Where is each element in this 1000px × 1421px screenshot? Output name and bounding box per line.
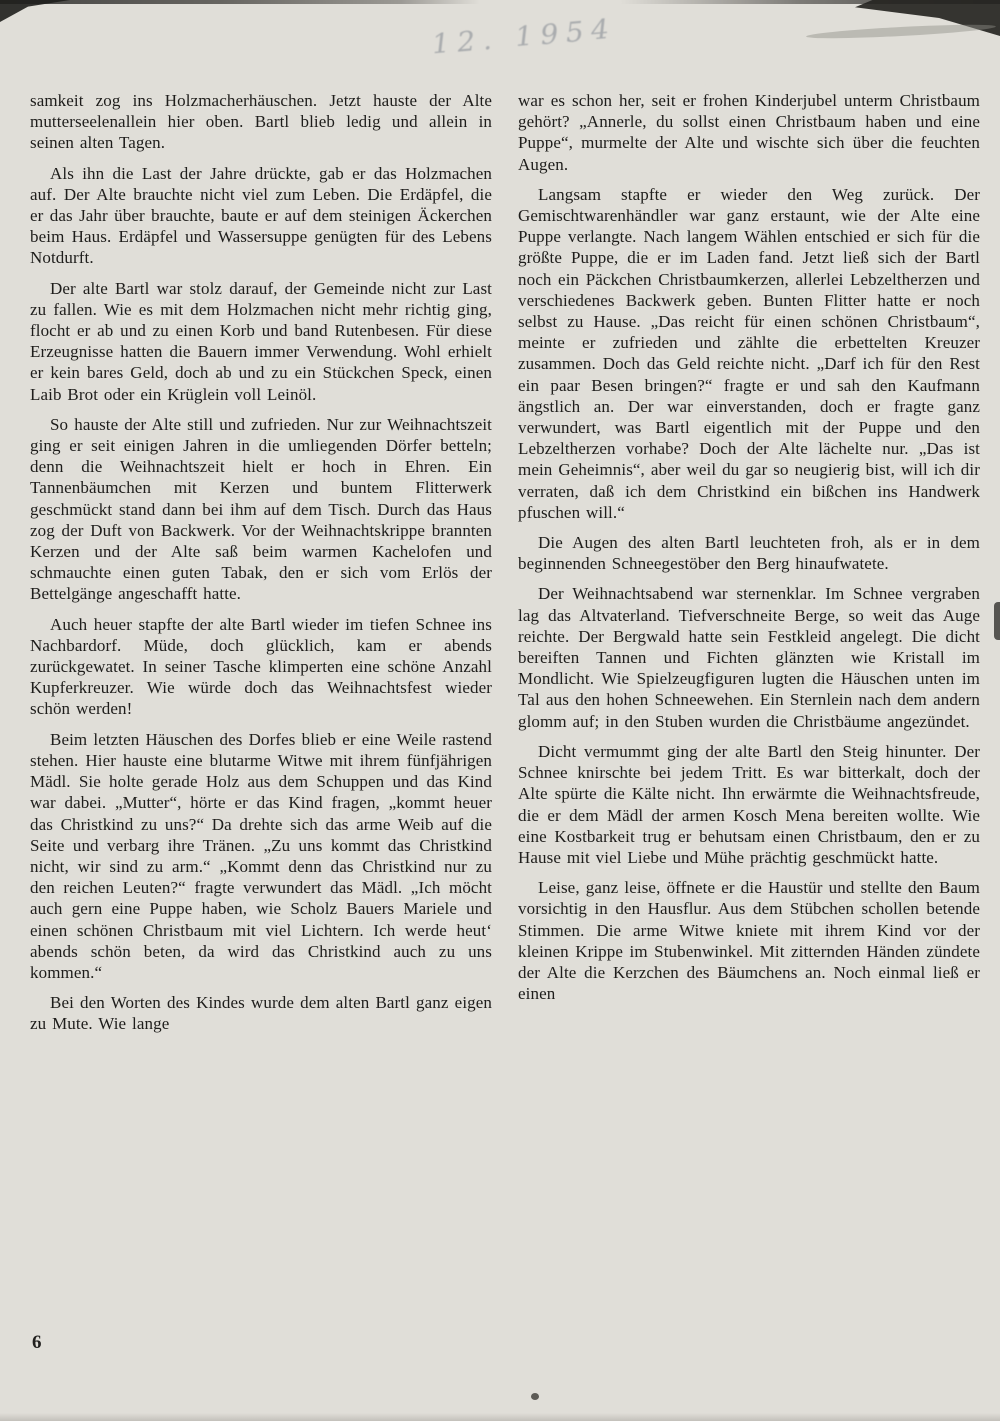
scan-artifact-top-left-corner <box>0 0 70 22</box>
paragraph: Der alte Bartl war stolz darauf, der Gemeinde nicht zur Last zu fallen. Wie es mit dem Holzmachen nicht mehr richtig ging, flocht er ab und zu einen Korb und band Rutenbesen. Für diese Erzeugnisse hatten die Bauern immer Verwendung. Wohl erhielt er kein bares Geld, doch ab und zu ein Stückchen Speck, einen Laib Brot oder ein Krüglein voll Leinöl. <box>30 278 492 404</box>
scan-artifact-top-right-corner <box>855 0 1000 36</box>
page-number: 6 <box>32 1332 42 1353</box>
paragraph: Bei den Worten des Kindes wurde dem alten Bartl ganz eigen zu Mute. Wie lange <box>30 993 492 1034</box>
right-column <box>518 90 980 1044</box>
paragraph: Beim letzten Häuschen des Dorfes blieb er eine Weile rastend stehen. Hier hauste eine blutarme Witwe mit ihrem fünfjährigen Mädl. Sie holte gerade Holz aus dem Schuppen und das Kind war dabei. „Mutter“, hörte er das Kind fragen, „kommt heuer das Christkind zu uns?“ Da drehte sich das arme Weib auf die Seite und verbarg ihre Tränen. „Zu uns kommt das Christkind nicht, wir sind zu arm.“ „Kommt denn das Christkind nur zu den reichen Leuten?“ fragte verwundert das Mädl. „Ich möcht auch gern eine Puppe haben, wie Scholz Bauers Mariele und einen schönen Christbaum mit viel Lichtern. Ich werde heut‘ abends schön beten, da wird das Christkind auch zu uns kommen.“ <box>30 729 492 982</box>
paragraph: Dicht vermummt ging der alte Bartl den Steig hinunter. Der Schnee knirschte bei jedem Tritt. Es war bitterkalt, doch der Alte spürte die Kälte nicht. Ihn erwärmte die Weihnachtsfreude, die er dem Mädl der armen Kosch Mena bereiten wollte. Wie eine Kostbarkeit trug er behutsam einen Christbaum, den er zu Hause mit viel Liebe und Mühe prächtig geschmückt hatte. <box>518 741 980 867</box>
paragraph: So hauste der Alte still und zufrieden. Nur zur Weihnachtszeit ging er seit einigen Jahren in die umliegenden Dörfer betteln; denn die Weihnachtszeit hielt er hoch in Ehren. Ein Tannenbäumchen mit Kerzen und buntem Flitterwerk geschmückt stand dann bei ihm auf dem Tisch. Durch das Haus zog der Duft von Backwerk. Vor der Weihnachtskrippe brannten Kerzen und der Alte saß beim warmen Kachelofen und schmauchte einen guten Tabak, den er sich vom Erlös der Bettelgänge angeschafft hatte. <box>30 414 492 604</box>
scan-artifact-top-edge <box>0 0 1000 4</box>
scan-artifact-right-edge-notch <box>994 602 1000 640</box>
paragraph: Der Weihnachtsabend war sternenklar. Im Schnee vergraben lag das Altvaterland. Tiefverschneite Berge, so weit das Auge reichte. Der Bergwald hatte sein Festkleid angelegt. Die dicht bereiften Tannen und Fichten glänzten wie Kristall im Mondlicht. Wie Spielzeugfiguren lugten die Häuschen unten im Tal aus den hohen Schneewehen. Ein Sternlein nach dem andern glomm auf; in den Stuben wurden die Christbäume angezündet. <box>518 584 980 731</box>
scan-artifact-ink-dot <box>531 1393 539 1400</box>
paragraph: Leise, ganz leise, öffnete er die Haustür und stellte den Baum vorsichtig in den Hausflur. Aus dem Stübchen schollen betende Stimmen. Die arme Witwe kniete mit ihrem Kind vor der kleinen Krippe im Stubenwinkel. Mit zitternden Händen zündete der Alte die Kerzchen des Bäumchens an. Noch einmal ließ er einen <box>518 878 980 1004</box>
handwritten-annotation: 12. 1954 <box>430 13 618 61</box>
paragraph: war es schon her, seit er frohen Kinderjubel unterm Christbaum gehört? „Annerle, du sollst einen Christbaum haben und eine Puppe“, murmelte der Alte und wischte sich über die feuchten Augen. <box>518 91 980 174</box>
text-columns <box>30 90 980 1044</box>
paragraph: Langsam stapfte er wieder den Weg zurück. Der Gemischtwarenhändler war ganz erstaunt, wie der Alte eine Puppe verlangte. Nach langem Wählen entschied er sich für die größte Puppe, die er im Laden fand. Jetzt ließ sich der Bartl noch ein Päckchen Christbaumkerzen, allerlei Lebzeltherzen und verschiedenes Backwerk geben. Bunten Flitter hatte er noch selbst zu Hause. „Das reicht für einen schönen Christbaum“, meinte er zufrieden und zählte die erbettelten Kreuzer zusammen. Doch das Geld reichte nicht. „Darf ich für den Rest ein paar Besen bringen?“ fragte er und sah den Kaufmann ängstlich an. Der war einverstanden, doch er fragte ganz verwundert, was Bartl eigentlich mit der Puppe und den Lebzeltherzen vorhabe? Doch der Alte lächelte nur. „Das ist mein Geheimnis“, aber weil du gar so neugierig bist, will ich dir verraten, daß ich dem Christkind ein bißchen ins Handwerk pfuschen will.“ <box>518 184 980 522</box>
paragraph: Auch heuer stapfte der alte Bartl wieder im tiefen Schnee ins Nachbardorf. Müde, doch glücklich, kam er abends zurückgewatet. In seiner Tasche klimperten eine schöne Anzahl Kupferkreuzer. Wie würde doch das Weihnachtsfest wieder schön werden! <box>30 614 492 719</box>
paragraph: Die Augen des alten Bartl leuchteten froh, als er in dem beginnenden Schneegestöber den Berg hinaufwatete. <box>518 533 980 574</box>
paragraph: Als ihn die Last der Jahre drückte, gab er das Holzmachen auf. Der Alte brauchte nicht viel zum Leben. Die Erdäpfel, die er das Jahr über brauchte, baute er auf dem steinigen Äckerchen beim Haus. Erdäpfel und Wassersuppe genügten für des Lebens Notdurft. <box>30 163 492 268</box>
left-column <box>30 90 492 1044</box>
scan-artifact-bottom-shadow <box>0 1413 1000 1421</box>
paragraph: samkeit zog ins Holzmacherhäuschen. Jetzt hauste der Alte mutterseelenallein hier oben. Bartl blieb ledig und allein in seinen alten Tagen. <box>30 91 492 153</box>
scan-artifact-top-right-streak <box>806 22 996 41</box>
